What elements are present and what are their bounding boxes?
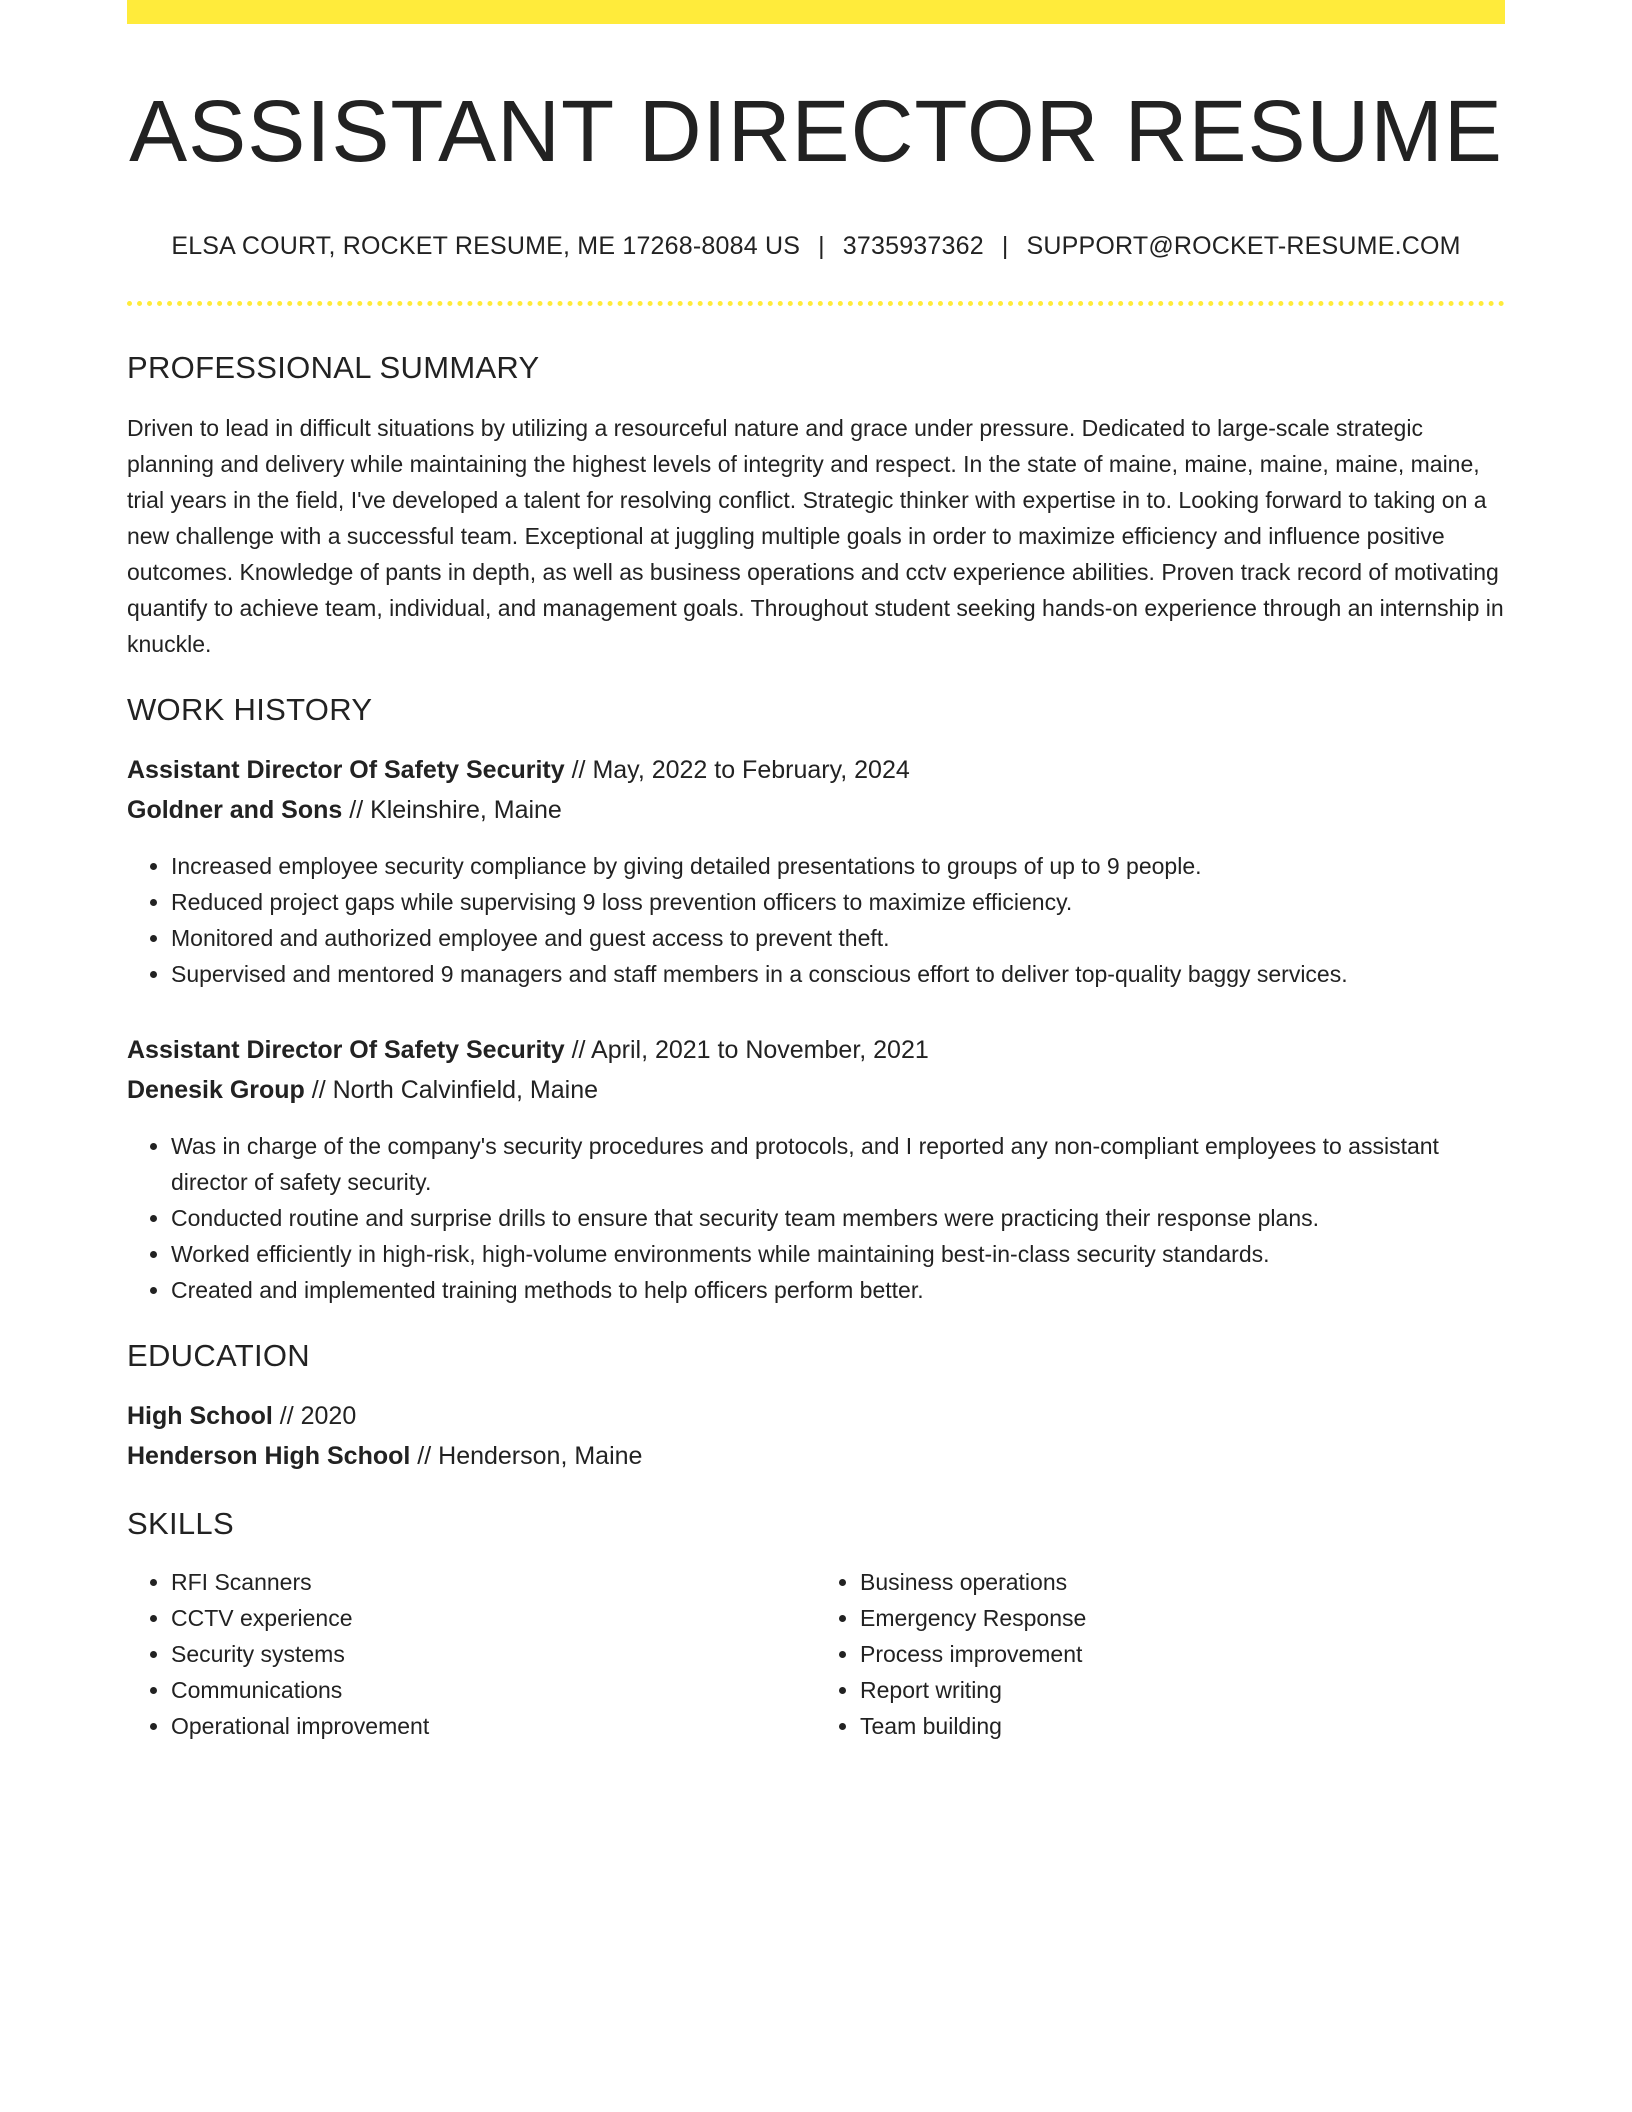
contact-separator: |	[818, 231, 825, 260]
job-dates: // May, 2022 to February, 2024	[564, 755, 910, 784]
list-item: • Supervised and mentored 9 managers and staff members in a conscious effort to deliver top-quality baggy services.	[171, 956, 1505, 992]
job-company-line	[127, 790, 1505, 830]
education-degree: High School	[127, 1401, 273, 1430]
job-bullets	[127, 1128, 1505, 1308]
contact-line	[127, 232, 1505, 261]
education-location: // Henderson, Maine	[410, 1441, 643, 1470]
resume-page	[127, 0, 1505, 1744]
job-company: Goldner and Sons	[127, 795, 343, 824]
list-item: • Security systems	[171, 1636, 816, 1672]
job-company-line	[127, 1070, 1505, 1110]
job-company: Denesik Group	[127, 1075, 305, 1104]
education-year: // 2020	[272, 1401, 357, 1430]
list-item: • Conducted routine and surprise drills to ensure that security team members were practicing their response plans.	[171, 1200, 1505, 1236]
list-item: • Emergency Response	[860, 1600, 1505, 1636]
contact-separator: |	[1001, 231, 1009, 260]
job-entry	[127, 1030, 1505, 1308]
resume-title: ASSISTANT DIRECTOR RESUME	[129, 83, 1503, 180]
job-role-line	[127, 750, 1505, 790]
list-item: • Worked efficiently in high-risk, high-volume environments while maintaining best-in-class security standards.	[171, 1236, 1505, 1272]
job-role: Assistant Director Of Safety Security	[127, 1035, 565, 1064]
list-item: • RFI Scanners	[171, 1564, 816, 1600]
skills-column-left	[127, 1564, 816, 1744]
education-heading: EDUCATION	[127, 1337, 310, 1373]
education-school: Henderson High School	[127, 1441, 411, 1470]
job-bullets	[127, 848, 1505, 992]
list-item: • Process improvement	[860, 1636, 1505, 1672]
job-role-line	[127, 1030, 1505, 1070]
work-history-heading: WORK HISTORY	[127, 691, 373, 727]
education-school-line	[127, 1436, 1505, 1476]
job-role: Assistant Director Of Safety Security	[127, 755, 565, 784]
list-item: • Team building	[860, 1708, 1505, 1744]
summary-text: Driven to lead in difficult situations by utilizing a resourceful nature and grace under pressure. Dedicated to large-scale strategic planning and delivery while maintaining the highest levels of integrity and respect. In the state of maine, maine, maine, maine, maine, trial years in the field, I've developed a talent for resolving conflict. Strategic thinker with expertise in to. Looking forward to taking on a new challenge with a successful team. Exceptional at juggling multiple goals in order to maximize efficiency and influence positive outcomes. Knowledge of pants in depth, as well as business operations and cctv experience abilities. Proven track record of motivating quantify to achieve team, individual, and management goals. Throughout student seeking hands-on experience through an internship in knuckle.	[127, 414, 1504, 657]
list-item: • Report writing	[860, 1672, 1505, 1708]
dotted-divider	[127, 301, 1505, 306]
list-item: • Monitored and authorized employee and guest access to prevent theft.	[171, 920, 1505, 956]
list-item: • Was in charge of the company's security procedures and protocols, and I reported any non-compliant employees to assistant director of safety security.	[171, 1128, 1505, 1200]
list-item: • Business operations	[860, 1564, 1505, 1600]
skills-list	[127, 1564, 1505, 1744]
job-location: // North Calvinfield, Maine	[304, 1075, 599, 1104]
summary-heading: PROFESSIONAL SUMMARY	[127, 349, 540, 385]
list-item: • Increased employee security compliance by giving detailed presentations to groups of up to 9 people.	[171, 848, 1505, 884]
contact-phone: 3735937362	[842, 231, 984, 260]
contact-address: ELSA COURT, ROCKET RESUME, ME 17268-8084 US	[171, 231, 801, 260]
list-item: • Operational improvement	[171, 1708, 816, 1744]
job-location: // Kleinshire, Maine	[342, 795, 562, 824]
contact-email: SUPPORT@ROCKET-RESUME.COM	[1026, 231, 1461, 260]
job-dates: // April, 2021 to November, 2021	[564, 1035, 929, 1064]
list-item: • CCTV experience	[171, 1600, 816, 1636]
list-item: • Communications	[171, 1672, 816, 1708]
skills-column-right	[816, 1564, 1505, 1744]
list-item: • Reduced project gaps while supervising 9 loss prevention officers to maximize efficiency.	[171, 884, 1505, 920]
skills-heading: SKILLS	[127, 1505, 234, 1541]
job-entry	[127, 750, 1505, 992]
top-accent-bar	[127, 0, 1505, 24]
list-item: • Created and implemented training methods to help officers perform better.	[171, 1272, 1505, 1308]
education-entry	[127, 1396, 1505, 1476]
education-degree-line	[127, 1396, 1505, 1436]
